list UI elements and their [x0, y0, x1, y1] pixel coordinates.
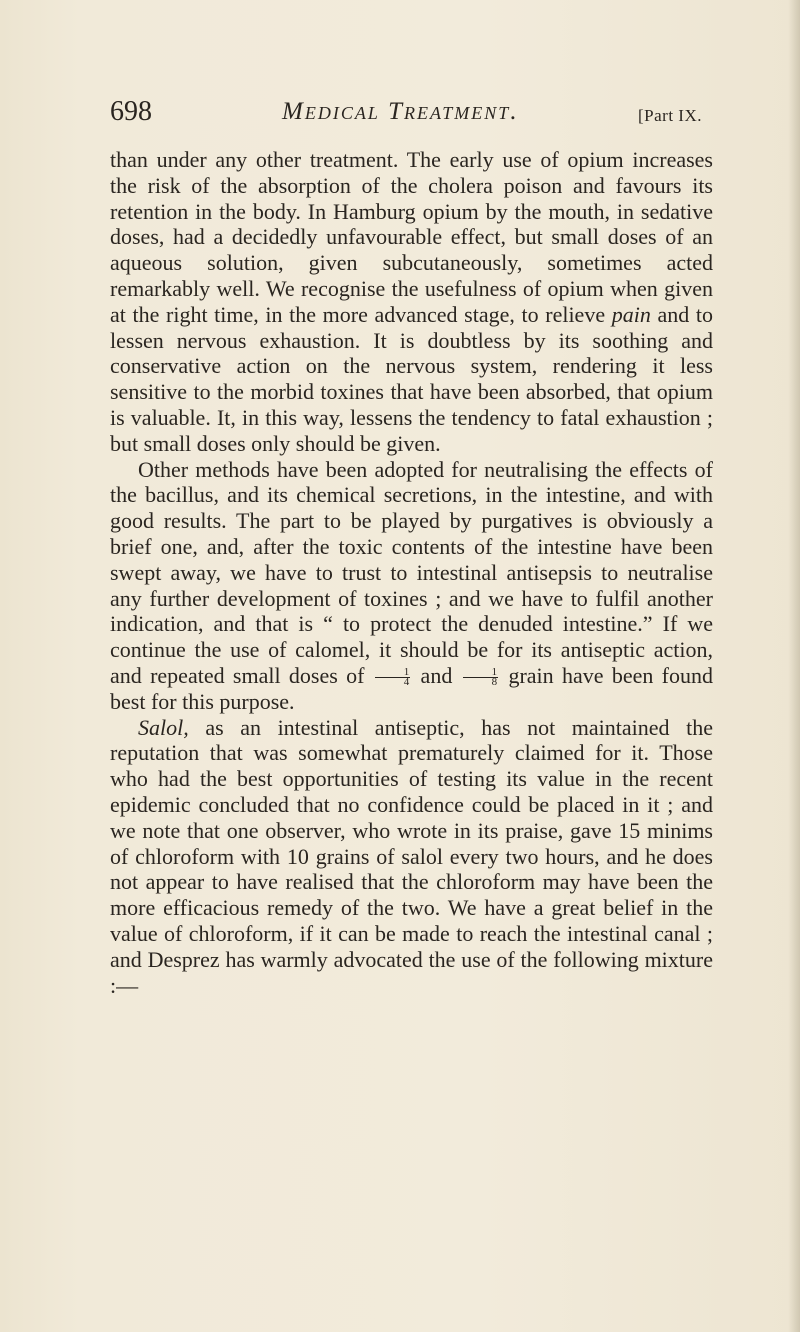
- body-text: [110, 147, 713, 998]
- part-reference: [Part IX.: [638, 106, 702, 125]
- fraction: [375, 668, 411, 687]
- text-run: as an intestinal antiseptic, has not maintained the reputation that was somewhat prematurely claimed for it. Those who had the best opportunities of testing its value in the recent epidemic concluded that no confidence could be placed in it ; and we note that one observer, who wrote in its praise, gave 15 minims of chloroform with 10 grains of salol every two hours, and he does not appear to have realised that the chloroform may have been the more efficacious remedy of the two. We have a great belief in the value of chloroform, if it can be made to reach the intestinal canal ; and Desprez has warmly advocated the use of the following mixture :—: [110, 714, 713, 998]
- fraction-numerator: 1: [375, 668, 411, 678]
- text-run: and to lessen nervous exhaustion. It is doubtless by its soothing and conservative action on the nervous system, rendering it less sensitive to the morbid toxines that have been absorbed, that opium is valuable. It, in this way, lessens the tendency to fatal exhaustion ; but small doses only should be given.: [110, 301, 713, 456]
- fraction-numerator: 1: [463, 668, 499, 678]
- paragraph: [110, 457, 713, 715]
- text-run: grain have been found best for this purpose.: [110, 662, 714, 714]
- paragraph: [110, 715, 713, 999]
- fraction-denominator: 4: [403, 676, 410, 689]
- italic-text: pain: [611, 301, 651, 327]
- fraction-denominator: 8: [491, 676, 498, 689]
- italic-text: Salol,: [138, 714, 189, 740]
- text-run: than under any other treatment. The early use of opium increases the risk of the absorption of the cholera poison and favours its retention in the body. In Hamburg opium by the mouth, in sedative doses, had a decidedly unfavourable effect, but small doses of an aqueous solution, given subcutaneously, sometimes acted remarkably well. We recognise the usefulness of opium when given at the right time, in the more advanced stage, to relieve: [110, 147, 713, 327]
- text-run: and: [412, 662, 461, 688]
- page-edge-shadow: [788, 0, 800, 1332]
- page-number: 698: [110, 96, 152, 127]
- running-title: Medical Treatment.: [282, 98, 519, 125]
- paragraph: [110, 147, 713, 457]
- fraction: [463, 668, 499, 687]
- text-run: Other methods have been adopted for neutralising the effects of the bacillus, and its chemical secretions, in the intestine, and with good results. The part to be played by purgatives is obviously a brief one, and, after the toxic contents of the intestine have been swept away, we have to trust to intestinal antisepsis to neutralise any further development of toxines ; and we have to fulfil another indication, and that is “ to protect the denuded intestine.” If we continue the use of calomel, it should be for its antiseptic action, and repeated small doses of: [110, 456, 713, 688]
- running-header: [110, 96, 730, 136]
